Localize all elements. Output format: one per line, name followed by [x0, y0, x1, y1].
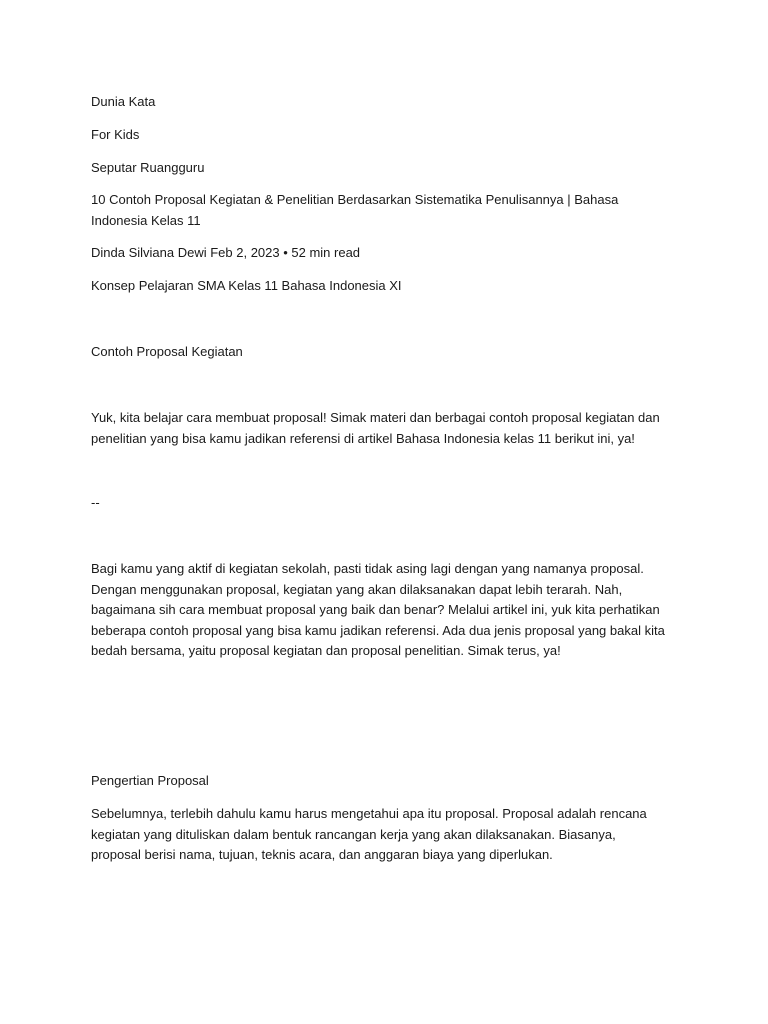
article-title: 10 Contoh Proposal Kegiatan & Penelitian Berdasarkan Sistematika Penulisannya | Bahasa Indonesia Kelas 11: [91, 192, 619, 228]
byline: Dinda Silviana Dewi Feb 2, 2023 • 52 min read: [91, 245, 361, 260]
paragraph-pengertian: Sebelumnya, terlebih dahulu kamu harus mengetahui apa itu proposal. Proposal adalah rencana kegiatan yang dituliskan dalam bentuk rancangan kerja yang akan dilaksanakan. Biasanya, proposal berisi nama, tujuan, teknis acara, dan anggaran biaya yang diperlukan.: [91, 806, 647, 862]
paragraph-intro-proposal: Bagi kamu yang aktif di kegiatan sekolah, pasti tidak asing lagi dengan yang namanya proposal. Dengan menggunakan proposal, kegiatan yang akan dilaksanakan dapat lebih terarah. Nah, bagaimana sih cara membuat proposal yang baik dan benar? Melalui artikel ini, yuk kita perhatikan beberapa contoh proposal yang bisa kamu jadikan referensi. Ada dua jenis proposal yang bakal kita bedah bersama, yaitu proposal kegiatan dan proposal penelitian. Simak terus, ya!: [91, 561, 665, 658]
intro-paragraph: Yuk, kita belajar cara membuat proposal! Simak materi dan berbagai contoh proposal kegiatan dan penelitian yang bisa kamu jadikan referensi di artikel Bahasa Indonesia kelas 11 berikut ini, ya!: [91, 410, 660, 446]
separator: --: [91, 495, 100, 510]
section-ruangguru: Seputar Ruangguru: [91, 160, 205, 175]
image-caption: Contoh Proposal Kegiatan: [91, 344, 243, 359]
section-for-kids: For Kids: [91, 127, 140, 142]
site-name: Dunia Kata: [91, 94, 156, 109]
heading-pengertian-proposal: Pengertian Proposal: [91, 773, 209, 788]
tags: Konsep Pelajaran SMA Kelas 11 Bahasa Indonesia XI: [91, 278, 402, 293]
